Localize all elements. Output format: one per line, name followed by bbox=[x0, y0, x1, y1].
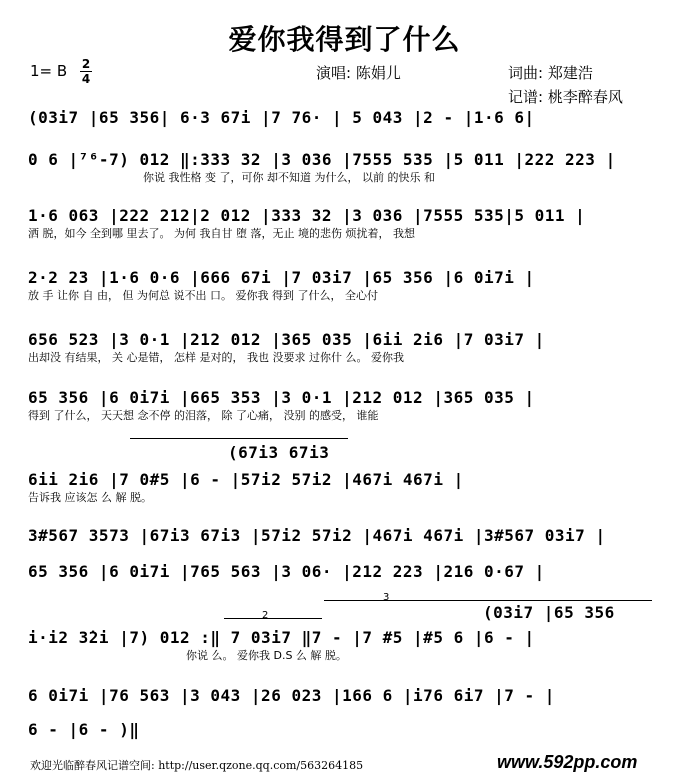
singer: 演唱: 陈娟儿 bbox=[316, 64, 401, 82]
score-system-5 bbox=[28, 330, 668, 365]
notation-line: 0 6 |⁷⁶-7) 012 ‖:333 32 |3 036 |7555 535 |5 011 |222 223 | bbox=[28, 150, 616, 169]
lyrics-line: 你说 我性格 变 了，可你 却不知道 为什么， 以前 的快乐 和 bbox=[143, 171, 435, 184]
bracket-line bbox=[130, 438, 348, 439]
time-signature-top: 2 bbox=[81, 57, 91, 71]
score-system-12 bbox=[28, 720, 668, 739]
notation-line: i·i2 3̇2i |7) 012 :‖ 7 03i7 ‖7 - |7 #5 |#5 6 |6 - | bbox=[28, 628, 535, 647]
lyrics-line: 洒 脱，如今 全到哪 里去了。 为何 我自甘 堕 落，无止 境的悲伤 烦扰着， 我想 bbox=[28, 227, 415, 240]
notation-line: (03i7 |65 356| 6·3 67i |7 76· | 5 043 |2 - |1·6 6| bbox=[28, 108, 535, 127]
lyrics-line: 得到 了什么， 天天想 念不停 的泪落， 除 了心痛， 没别 的感受， 谁能 bbox=[28, 409, 379, 422]
score-system-3 bbox=[28, 206, 668, 241]
lyrics-line: 出却没 有结果， 关 心是错， 怎样 是对的， 我也 没要求 过你什 么。 爱你我 bbox=[28, 351, 404, 364]
notation-line: 656 523 |3 0·1 |212 012 |365 035 |6ii 2i6 |7 03i7 | bbox=[28, 330, 545, 349]
lyrics-line: 你说 么。 爱你我 D.S 么 解 脱。 bbox=[186, 649, 347, 662]
notation-line: 2·2 23 |1·6 0·6 |666 67i |7 03i7 |65 356 |6 0i7i | bbox=[28, 268, 535, 287]
key-signature: 1= B bbox=[30, 62, 68, 80]
song-title: 爱你我得到了什么 bbox=[228, 23, 461, 56]
notation-line: 1·6 063 |222 212|2 012 |333 32 |3 036 |7555 535|5 011 | bbox=[28, 206, 586, 225]
score-system-8 bbox=[28, 526, 668, 545]
notation-line: 3#567 3573 |67i3 67i3 |57i2 57i2 |467i 467i |3#567 03i7 | bbox=[28, 526, 606, 545]
volta-3-label: 3 bbox=[383, 592, 390, 603]
score-system-9 bbox=[28, 562, 668, 581]
notation-line: 65 356 |6 0i7i |665 353 |3 0·1 |212 012 |365 035 | bbox=[28, 388, 535, 407]
notation-line: 6ii 2i6 |7 0#5 |6 - |57i2 57i2 |467i 467i | bbox=[28, 470, 464, 489]
lyrics-line: 放 手 让你 自 由， 但 为何总 说不出 口。 爱你我 得到 了什么， 全心付 bbox=[28, 289, 378, 302]
score-system-2 bbox=[28, 150, 668, 185]
volta-2-line bbox=[224, 618, 322, 619]
volta-2-label: 2 bbox=[262, 610, 269, 621]
footer-text: 欢迎光临醉春风记谱空间: http://user.qzone.qq.com/563264185 bbox=[30, 759, 364, 772]
volta-3-line bbox=[324, 600, 652, 601]
time-signature-bottom: 4 bbox=[81, 72, 91, 86]
score-system-4 bbox=[28, 268, 668, 303]
transcriber: 记谱: 桃李醉春风 bbox=[508, 88, 623, 106]
notation-line: 6 - |6 - )‖ bbox=[28, 720, 140, 739]
score-system-10 bbox=[28, 628, 668, 663]
notation-line: 6 0i7i |76 563 |3 043 |26 023 |166 6 |i76 6i7 |7 - | bbox=[28, 686, 555, 705]
lyricist-composer: 词曲: 郑建浩 bbox=[508, 64, 593, 82]
time-signature bbox=[80, 58, 92, 85]
score-system-7 bbox=[28, 470, 668, 505]
intro-notation-2: (03i7 |65 356 bbox=[483, 603, 615, 622]
intro-notation: (67i3 67i3 bbox=[228, 443, 330, 462]
watermark: www.592pp.com bbox=[497, 752, 638, 772]
score-system-11 bbox=[28, 686, 668, 705]
score-system-1 bbox=[28, 108, 668, 127]
notation-line: 65 356 |6 0i7i |765 563 |3 06· |212 223 |216 0·67 | bbox=[28, 562, 545, 581]
lyrics-line: 告诉我 应该怎 么 解 脱。 bbox=[28, 491, 152, 504]
score-system-6 bbox=[28, 388, 668, 423]
